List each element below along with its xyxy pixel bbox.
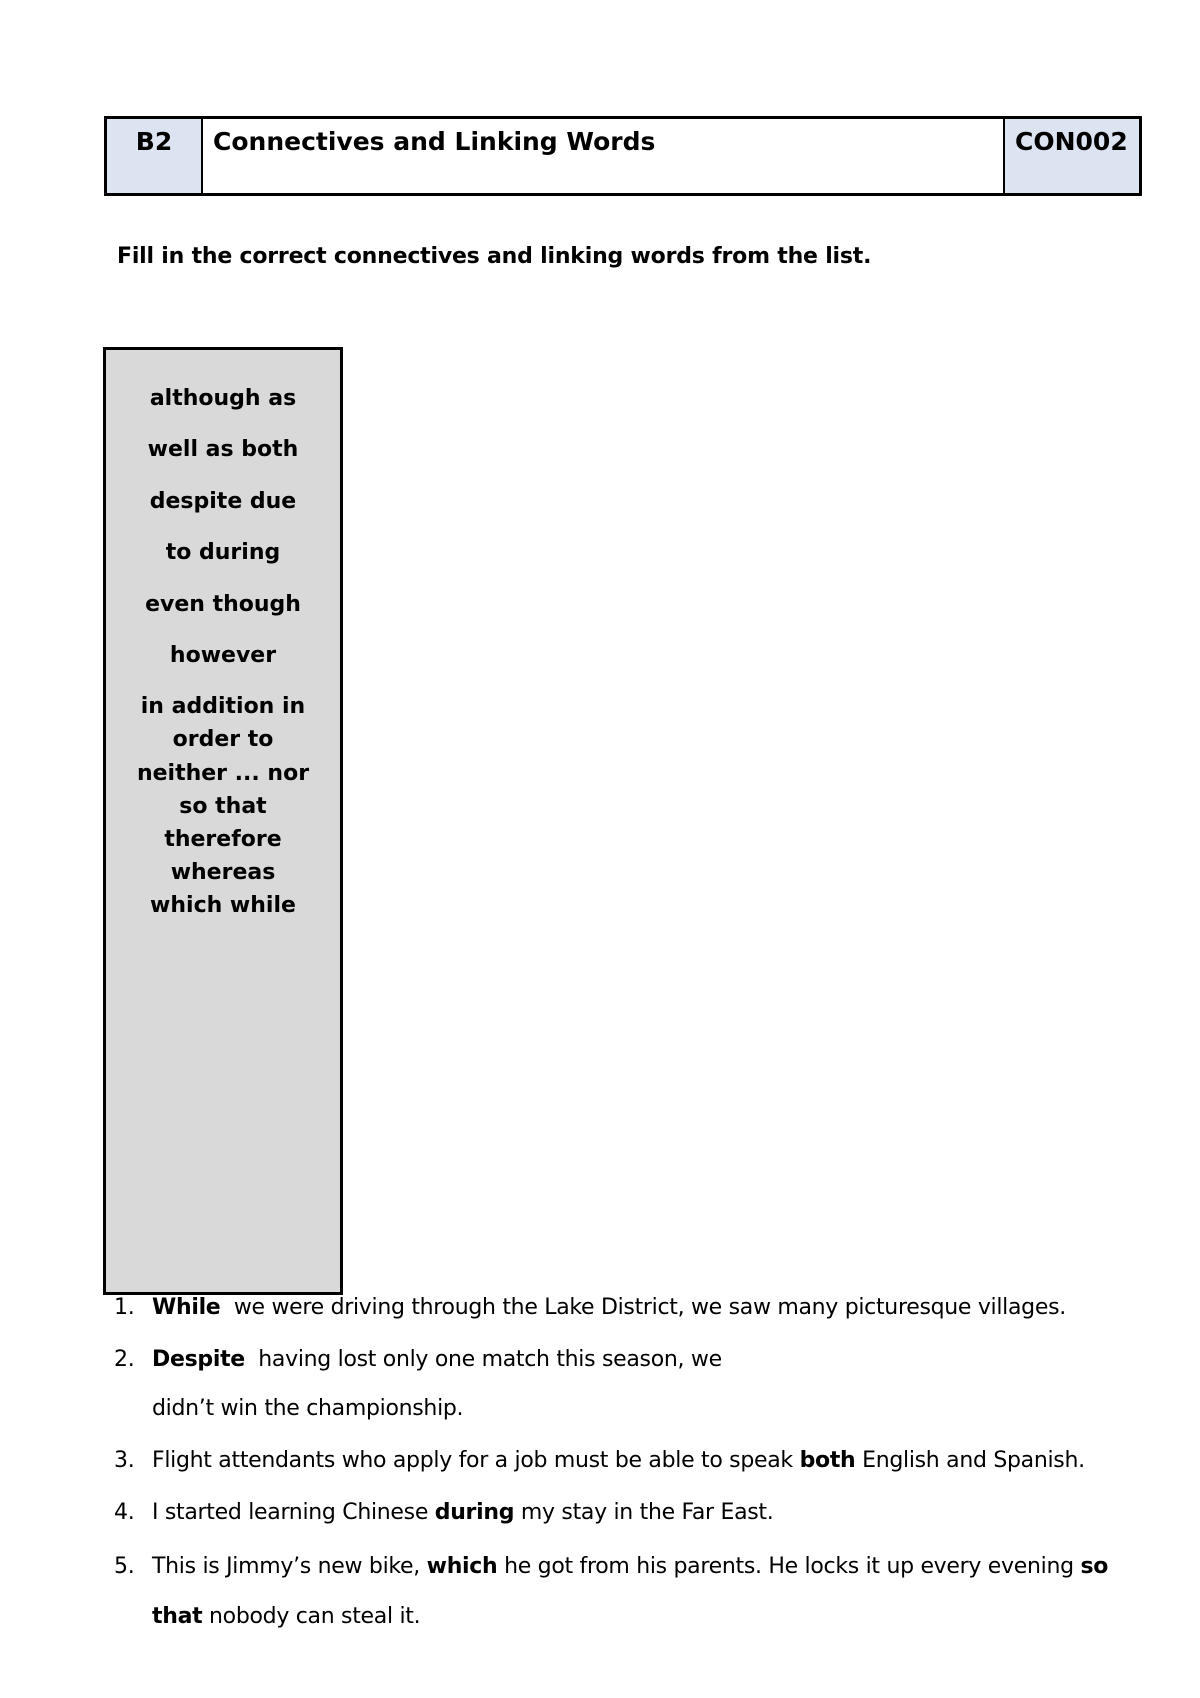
- sentence-text: This is Jimmy’s new bike,: [152, 1554, 427, 1579]
- exercise-line: [152, 1604, 420, 1629]
- answer-word: so: [1080, 1554, 1109, 1579]
- sentence-text: nobody can steal it.: [202, 1604, 421, 1629]
- sentence-text: having lost only one match this season, we: [244, 1347, 722, 1372]
- word-list-line: despite due: [149, 489, 297, 514]
- exercise-number: 5.: [114, 1554, 135, 1579]
- word-list-line: however: [169, 643, 277, 668]
- word-list-line: although as: [149, 386, 297, 411]
- word-list-line: well as both: [147, 437, 299, 462]
- exercise-number: 2.: [114, 1347, 135, 1372]
- sentence-text: my stay in the Far East.: [514, 1500, 774, 1525]
- level-cell: B2: [107, 119, 203, 193]
- exercise-line: [152, 1448, 1085, 1473]
- instruction-text: Fill in the correct connectives and linking words from the list.: [117, 244, 872, 269]
- exercise-number: 4.: [114, 1500, 135, 1525]
- exercise-line: [152, 1396, 463, 1421]
- worksheet-title: Connectives and Linking Words: [203, 119, 1005, 193]
- word-list-line: neither ... nor: [136, 761, 310, 786]
- sentence-text: he got from his parents. He locks it up every evening: [497, 1554, 1081, 1579]
- answer-word: which: [426, 1554, 498, 1579]
- word-list-line: even though: [145, 592, 301, 617]
- sentence-text: didn’t win the championship.: [152, 1396, 464, 1421]
- exercise-line: [152, 1347, 722, 1372]
- answer-word: Despite: [152, 1347, 245, 1372]
- word-list-line: which while: [150, 893, 296, 918]
- sentence-text: Flight attendants who apply for a job must be able to speak: [152, 1448, 800, 1473]
- worksheet-code: CON002: [1005, 119, 1139, 193]
- word-list-line: in addition in: [140, 694, 306, 719]
- word-list-line: so that: [179, 794, 267, 819]
- exercise-line: [152, 1500, 773, 1525]
- sentence-text: English and Spanish.: [855, 1448, 1085, 1473]
- word-list-line: whereas: [170, 860, 276, 885]
- word-list-box: [103, 347, 343, 1295]
- answer-word: during: [434, 1500, 515, 1525]
- word-list-line: to during: [165, 540, 281, 565]
- word-list-line: order to: [172, 727, 274, 752]
- answer-word: While: [152, 1295, 221, 1320]
- header-table: [104, 116, 1142, 196]
- exercise-number: 1.: [114, 1295, 135, 1320]
- word-list-line: therefore: [164, 827, 282, 852]
- answer-word: that: [152, 1604, 203, 1629]
- answer-word: both: [799, 1448, 856, 1473]
- exercise-line: [152, 1295, 1066, 1320]
- sentence-text: I started learning Chinese: [152, 1500, 435, 1525]
- exercise-number: 3.: [114, 1448, 135, 1473]
- exercise-line: [152, 1554, 1108, 1579]
- sentence-text: we were driving through the Lake District, we saw many picturesque villages.: [220, 1295, 1066, 1320]
